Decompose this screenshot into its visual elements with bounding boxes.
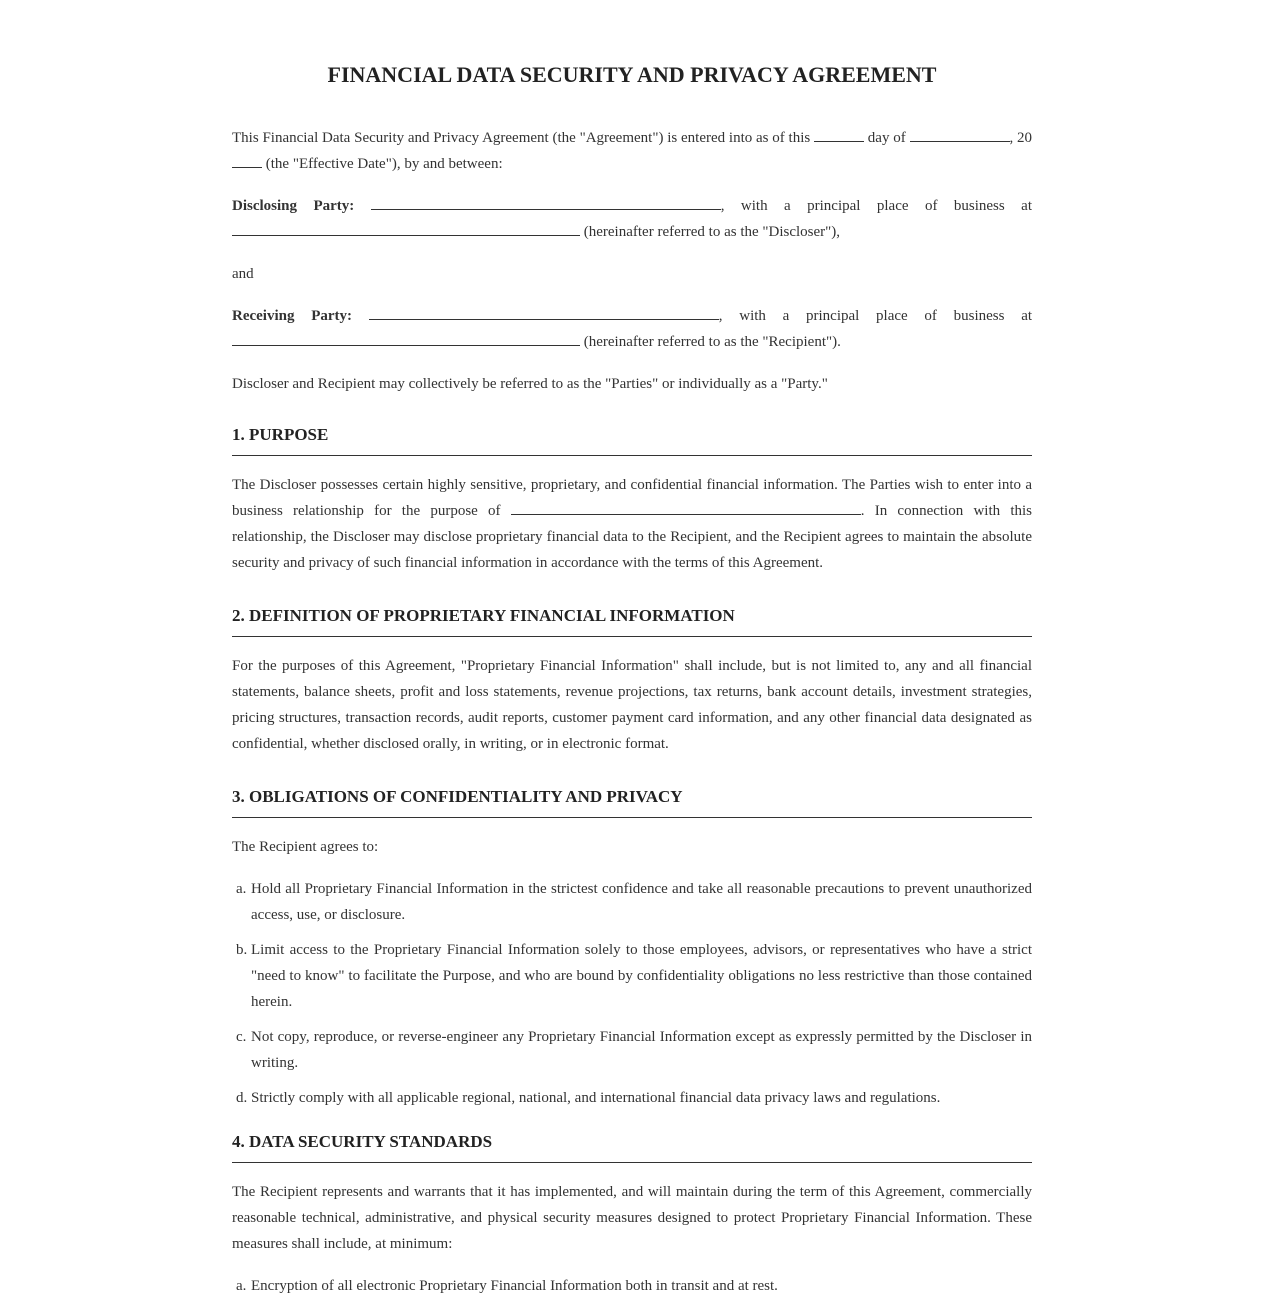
intro-paragraph	[232, 125, 1032, 177]
disclosing-party-label: Disclosing Party:	[232, 198, 355, 214]
receiving-party-text: , with a principal place of business at	[718, 308, 1033, 324]
section-4-body: The Recipient represents and warrants that it has implemented, and will maintain during the term of this Agreement, commercially reasonable technical, administrative, and physical security measures designed to protect Proprietary Financial Information. These measures shall include, at minimum:	[232, 1184, 1032, 1252]
month-blank	[910, 126, 1010, 142]
purpose-blank	[511, 499, 861, 515]
and-text: and	[232, 266, 254, 282]
document-content	[232, 0, 1032, 1308]
list-item	[232, 937, 1032, 1015]
receiving-party-label: Receiving Party:	[232, 308, 353, 324]
list-marker: a.	[236, 881, 247, 897]
intro-text-2: day of	[867, 130, 906, 146]
list-marker: b.	[236, 942, 248, 958]
list-marker: c.	[236, 1029, 247, 1045]
list-marker: d.	[236, 1090, 248, 1106]
disclosing-party-name-blank	[371, 194, 721, 210]
security-list	[232, 1273, 1032, 1299]
section-2-heading: 2. DEFINITION OF PROPRIETARY FINANCIAL INFORMATION	[232, 604, 1032, 637]
list-item-text: Hold all Proprietary Financial Information in the strictest confidence and take all reasonable precautions to prevent unauthorized access, use, or disclosure.	[251, 881, 1032, 923]
collective-paragraph: Discloser and Recipient may collectively be referred to as the "Parties" or individually as a "Party."	[232, 376, 828, 392]
list-item-text: Limit access to the Proprietary Financial Information solely to those employees, advisors, or representatives who have a strict "need to know" to facilitate the Purpose, and who are bound by confidentiality obligations no less restrictive than those contained herein.	[251, 942, 1032, 1010]
list-item-text: Encryption of all electronic Proprietary Financial Information both in transit and at rest.	[251, 1278, 778, 1294]
disclosing-party-end: (hereinafter referred to as the "Discloser"),	[583, 224, 841, 240]
disclosing-party-address-blank	[232, 220, 580, 236]
section-3-lead: The Recipient agrees to:	[232, 839, 379, 855]
intro-text-1: This Financial Data Security and Privacy Agreement (the "Agreement") is entered into as of this	[232, 130, 811, 146]
purpose-text-1: The Discloser possesses certain highly sensitive, proprietary, and confidential financial information. The Parties wish to enter into a business relationship for the purpose of	[232, 477, 1032, 519]
section-4-heading: 4. DATA SECURITY STANDARDS	[232, 1130, 1032, 1163]
disclosing-party-paragraph	[232, 193, 1032, 245]
receiving-party-address-blank	[232, 330, 580, 346]
intro-text-3: , 20	[1009, 130, 1033, 146]
list-item	[232, 1085, 1032, 1111]
list-item	[232, 1024, 1032, 1076]
section-1-heading: 1. PURPOSE	[232, 423, 1032, 456]
purpose-text-2: . In connection with this relationship, the Discloser may disclose proprietary financial data to the Recipient, and the Recipient agrees to maintain the absolute security and privacy of such financial information in accordance with the terms of this Agreement.	[232, 503, 1032, 571]
list-marker: a.	[236, 1278, 247, 1294]
receiving-party-end: (hereinafter referred to as the "Recipient").	[583, 334, 841, 350]
list-item	[232, 876, 1032, 928]
obligations-list	[232, 876, 1032, 1111]
section-3-heading: 3. OBLIGATIONS OF CONFIDENTIALITY AND PRIVACY	[232, 785, 1032, 818]
receiving-party-paragraph	[232, 303, 1032, 355]
list-item-text: Not copy, reproduce, or reverse-engineer any Proprietary Financial Information except as expressly permitted by the Discloser in writing.	[251, 1029, 1032, 1071]
intro-text-4: (the "Effective Date"), by and between:	[265, 156, 503, 172]
year-blank	[232, 152, 262, 168]
receiving-party-name-blank	[369, 304, 719, 320]
disclosing-party-text: , with a principal place of business at	[720, 198, 1033, 214]
list-item-text: Strictly comply with all applicable regional, national, and international financial data privacy laws and regulations.	[251, 1090, 941, 1106]
document-title: FINANCIAL DATA SECURITY AND PRIVACY AGREEMENT	[327, 62, 937, 87]
section-2-body: For the purposes of this Agreement, "Proprietary Financial Information" shall include, but is not limited to, any and all financial statements, balance sheets, profit and loss statements, revenue projections, tax returns, bank account details, investment strategies, pricing structures, transaction records, audit reports, customer payment card information, and any other financial data designated as confidential, whether disclosed orally, in writing, or in electronic format.	[232, 658, 1032, 752]
day-blank	[814, 126, 864, 142]
list-item	[232, 1273, 1032, 1299]
section-1-body	[232, 472, 1032, 576]
